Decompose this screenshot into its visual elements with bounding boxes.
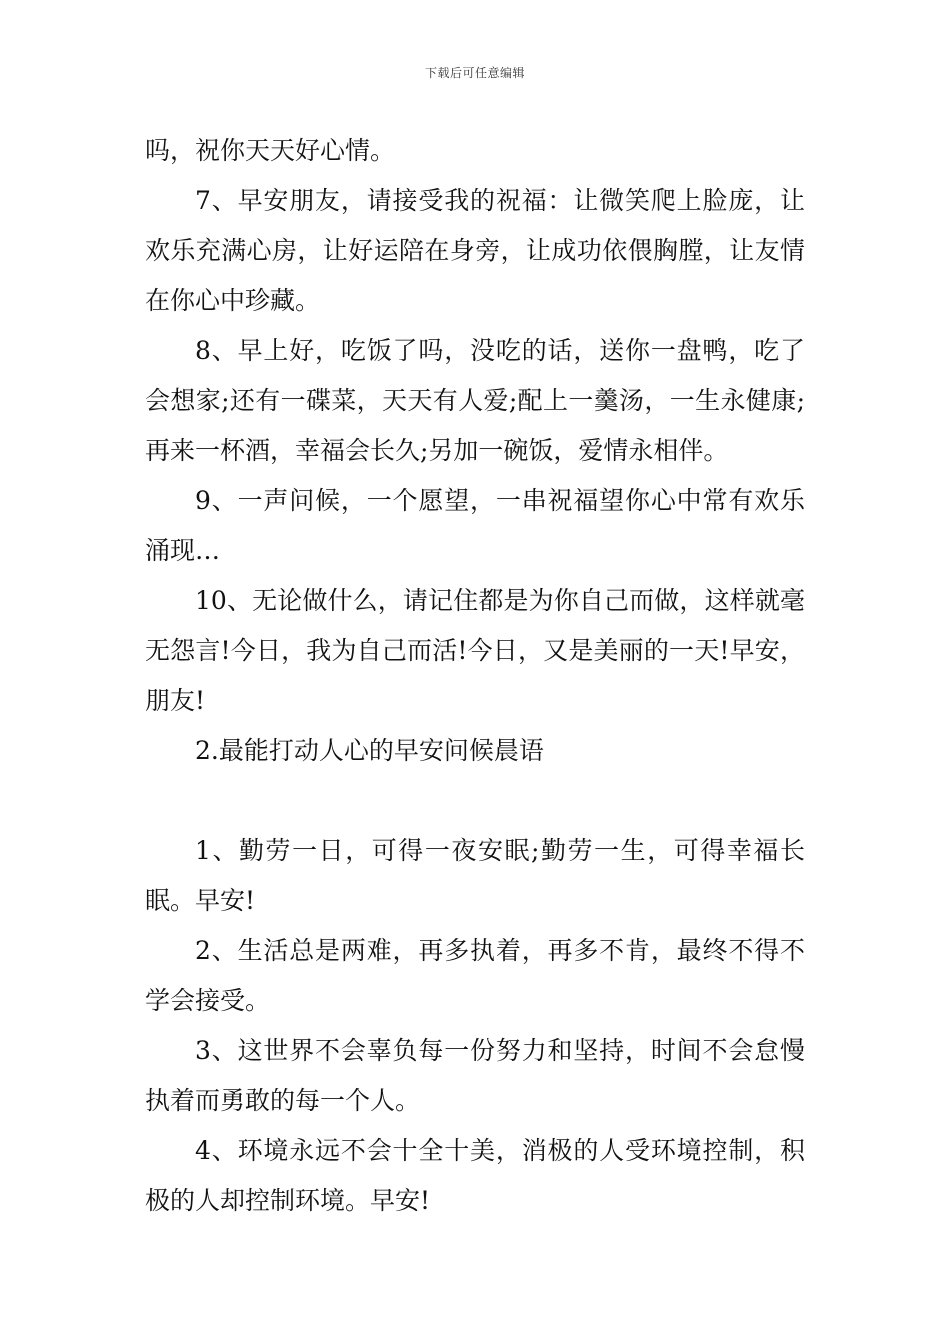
paragraph-item-3: 3、这世界不会辜负每一份努力和坚持，时间不会怠慢执着而勇敢的每一个人。 — [145, 1036, 805, 1115]
paragraph-item-8: 8、早上好，吃饭了吗，没吃的话，送你一盘鸭，吃了会想家;还有一碟菜，天天有人爱;配上一羹汤，一生永健康;再来一杯酒，幸福会长久;另加一碗饭，爱情永相伴。 — [145, 336, 805, 465]
paragraph-continuation: 吗，祝你天天好心情。 — [145, 136, 396, 165]
blank-line — [145, 776, 805, 826]
paragraph-item-4: 4、环境永远不会十全十美，消极的人受环境控制，积极的人却控制环境。早安! — [145, 1136, 805, 1215]
paragraph-item-2: 2、生活总是两难，再多执着，再多不肯，最终不得不学会接受。 — [145, 936, 805, 1015]
section-heading: 2.最能打动人心的早安问候晨语 — [195, 736, 544, 765]
document-body — [145, 126, 805, 1226]
paragraph-item-9: 9、一声问候，一个愿望，一串祝福望你心中常有欢乐涌现… — [145, 486, 805, 565]
paragraph-item-10: 10、无论做什么，请记住都是为你自己而做，这样就毫无怨言!今日，我为自己而活!今日，又是美丽的一天!早安，朋友! — [145, 586, 805, 715]
paragraph-item-7: 7、早安朋友，请接受我的祝福：让微笑爬上脸庞，让欢乐充满心房，让好运陪在身旁，让成功依偎胸膛，让友情在你心中珍藏。 — [145, 186, 805, 315]
page-header: 下载后可任意编辑 — [424, 66, 525, 80]
paragraph-item-1: 1、勤劳一日，可得一夜安眠;勤劳一生，可得幸福长眠。早安! — [145, 836, 805, 915]
